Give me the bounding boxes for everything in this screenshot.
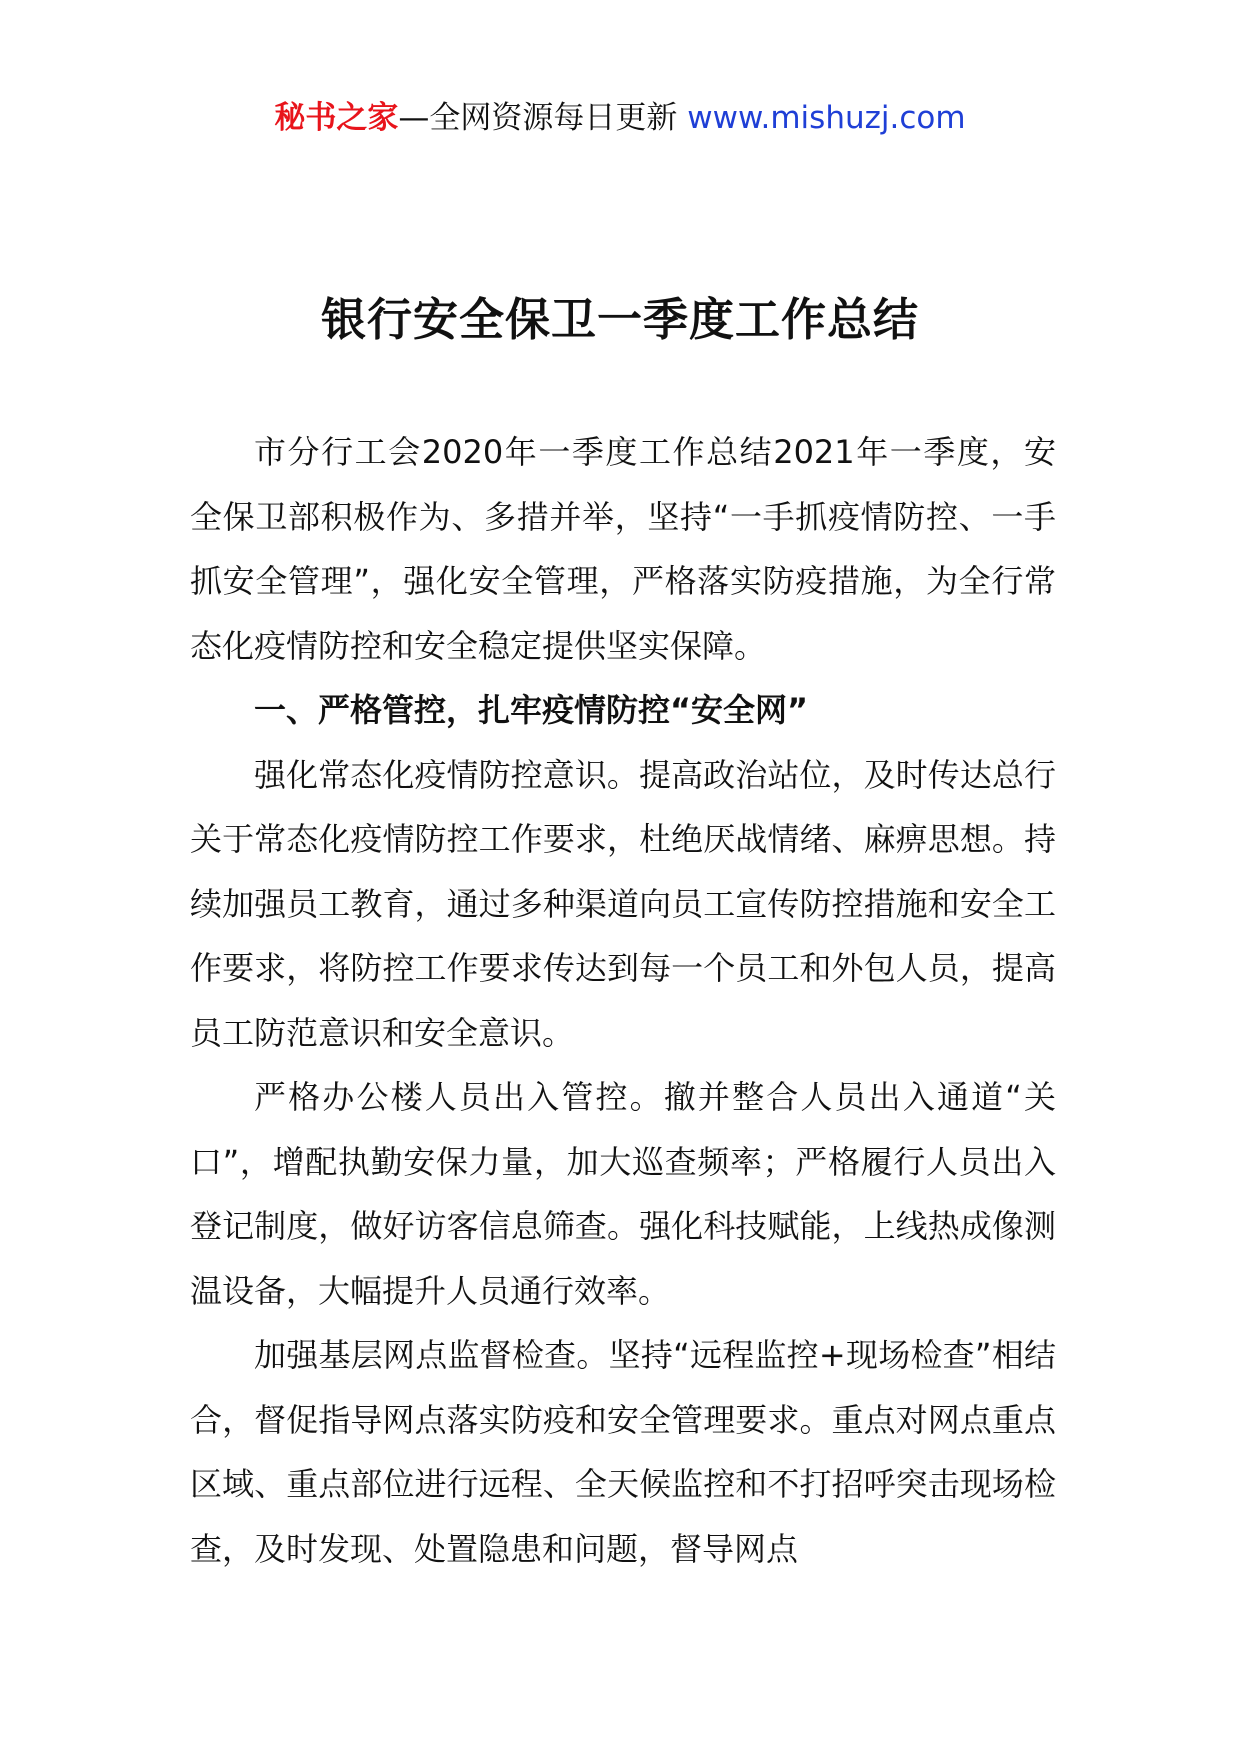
section-heading: 一、严格管控，扎牢疫情防控“安全网” (254, 691, 809, 729)
body-paragraph: 严格办公楼人员出入管控。撤并整合人员出入通道“关口”，增配执勤安保力量，加大巡查频率；严格履行人员出入登记制度，做好访客信息筛查。强化科技赋能，上线热成像测温设备，大幅提升人员通行效率。 (190, 1078, 1056, 1310)
brand-name: 秘书之家 (274, 100, 399, 136)
body-paragraph: 强化常态化疫情防控意识。提高政治站位，及时传达总行关于常态化疫情防控工作要求，杜绝厌战情绪、麻痹思想。持续加强员工教育，通过多种渠道向员工宣传防控措施和安全工作要求，将防控工作要求传达到每一个员工和外包人员，提高员工防范意识和安全意识。 (190, 755, 1056, 1052)
body-paragraph: 加强基层网点监督检查。坚持“远程监控+现场检查”相结合，督促指导网点落实防疫和安全管理要求。重点对网点重点区域、重点部位进行远程、全天候监控和不打招呼突击现场检查，及时发现、处置隐患和问题，督导网点 (190, 1336, 1056, 1568)
intro-paragraph: 市分行工会2020年一季度工作总结2021年一季度，安全保卫部积极作为、多措并举，坚持“一手抓疫情防控、一手抓安全管理”，强化安全管理，严格落实防疫措施，为全行常态化疫情防控和安全稳定提供坚实保障。 (190, 433, 1056, 665)
watermark-header (0, 98, 1240, 138)
document-title: 银行安全保卫一季度工作总结 (320, 293, 919, 346)
header-url[interactable]: www.mishuzj.com (687, 100, 966, 136)
header-tagline: —全网资源每日更新 (398, 100, 688, 136)
document-body (190, 420, 1056, 1581)
